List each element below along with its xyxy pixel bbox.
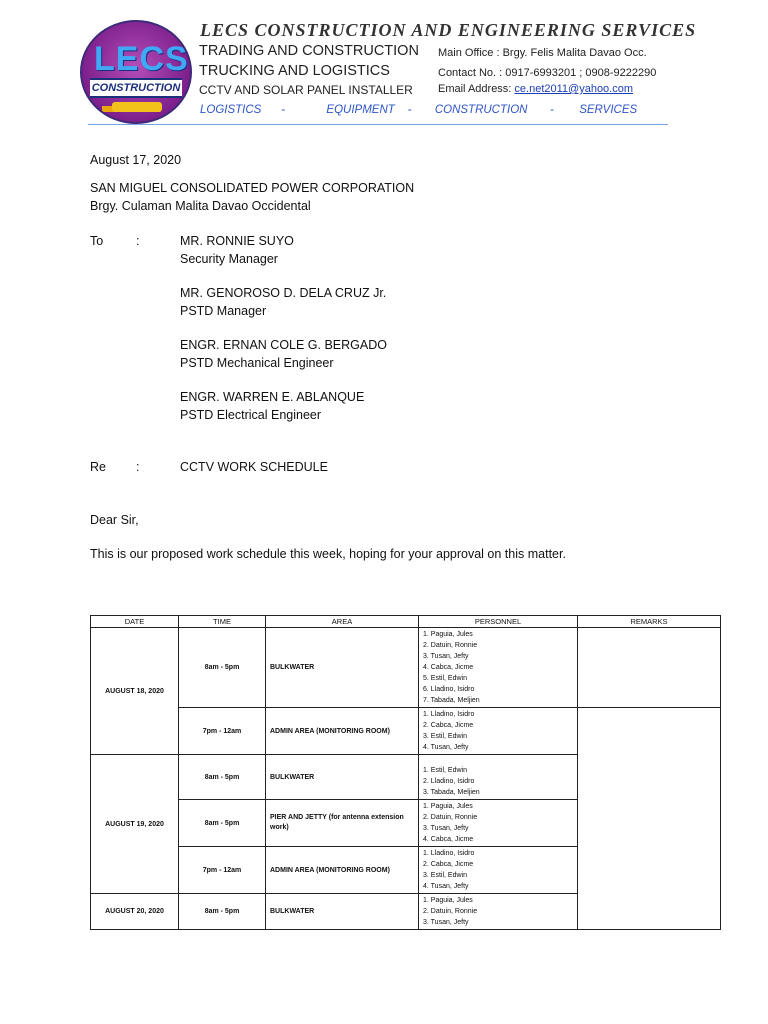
personnel-item: 4. Cabca, Jicme <box>423 664 474 671</box>
time-cell: 8am - 5pm <box>179 894 266 930</box>
personnel-item: 3. Estil, Edwin <box>423 733 467 740</box>
to-label: To <box>90 234 104 248</box>
personnel-item: 3. Tusan, Jefty <box>423 825 469 832</box>
header-area: AREA <box>266 616 419 628</box>
tagline-sep-3: - <box>550 104 554 116</box>
logo-excavator-shape <box>112 102 162 112</box>
personnel-item: 2. Datuin, Ronnie <box>423 814 478 821</box>
subject-line: CCTV WORK SCHEDULE <box>180 460 328 474</box>
to-colon: : <box>136 234 140 248</box>
personnel-item: 2. Lladino, Isidro <box>423 778 475 785</box>
company-logo <box>80 20 192 124</box>
recipient-address: Brgy. Culaman Malita Davao Occidental <box>90 199 311 213</box>
recipient-1-name: MR. RONNIE SUYO <box>180 234 294 248</box>
contact-number: Contact No. : 0917-6993201 ; 0908-9222290 <box>438 67 657 79</box>
personnel-cell <box>419 894 578 930</box>
tagline-equipment: EQUIPMENT <box>326 104 395 116</box>
salutation: Dear Sir, <box>90 513 139 527</box>
personnel-item: 2. Datuin, Ronnie <box>423 642 478 649</box>
tagline-construction: CONSTRUCTION <box>434 104 528 116</box>
email-label: Email Address: <box>438 83 515 95</box>
time-cell: 8am - 5pm <box>179 755 266 800</box>
email-line <box>438 83 633 95</box>
header-personnel: PERSONNEL <box>419 616 578 628</box>
personnel-cell <box>419 708 578 755</box>
tagline <box>200 104 637 116</box>
table-row <box>91 628 721 708</box>
recipient-company: SAN MIGUEL CONSOLIDATED POWER CORPORATION <box>90 181 415 195</box>
logo-band: CONSTRUCTION <box>90 78 182 98</box>
personnel-item: 2. Cabca, Jicme <box>423 722 474 729</box>
tagline-logistics: LOGISTICS <box>200 104 262 116</box>
time-cell: 8am - 5pm <box>179 628 266 708</box>
letter-date: August 17, 2020 <box>90 153 182 167</box>
area-cell: BULKWATER <box>266 628 419 708</box>
tagline-sep-2: - <box>407 104 412 116</box>
tagline-sep-1: - <box>281 104 286 116</box>
personnel-item: 3. Tusan, Jefty <box>423 653 469 660</box>
area-cell: PIER AND JETTY (for antenna extension work) <box>266 800 419 847</box>
recipient-3-title: PSTD Mechanical Engineer <box>180 356 334 370</box>
recipient-1-title: Security Manager <box>180 252 278 266</box>
company-name: LECS CONSTRUCTION AND ENGINEERING SERVICES <box>200 20 697 40</box>
remarks-cell <box>578 628 721 708</box>
personnel-cell <box>419 800 578 847</box>
re-colon: : <box>136 460 140 474</box>
recipient-4-title: PSTD Electrical Engineer <box>180 408 322 422</box>
recipient-2-name: MR. GENOROSO D. DELA CRUZ Jr. <box>180 286 387 300</box>
personnel-item: 1. Paguia, Jules <box>423 803 473 810</box>
personnel-item: 1. Estil, Edwin <box>423 767 467 774</box>
personnel-item: 4. Tusan, Jefty <box>423 744 469 751</box>
date-cell: AUGUST 20, 2020 <box>91 894 179 930</box>
header-remarks: REMARKS <box>578 616 721 628</box>
email-link[interactable]: ce.net2011@yahoo.com <box>514 83 634 95</box>
recipient-3-name: ENGR. ERNAN COLE G. BERGADO <box>180 338 387 352</box>
date-cell: AUGUST 19, 2020 <box>91 755 179 894</box>
header-date: DATE <box>91 616 179 628</box>
date-cell: AUGUST 18, 2020 <box>91 628 179 755</box>
personnel-item: 7. Tabada, Meljien <box>423 697 480 704</box>
personnel-item: 3. Tabada, Meljien <box>423 789 480 796</box>
recipient-4-name: ENGR. WARREN E. ABLANQUE <box>180 390 365 404</box>
personnel-cell <box>419 847 578 894</box>
personnel-item: 3. Estil, Edwin <box>423 872 467 879</box>
time-cell: 7pm - 12am <box>179 708 266 755</box>
re-label: Re <box>90 460 106 474</box>
personnel-item: 6. Lladino, Isidro <box>423 686 475 693</box>
personnel-item: 1. Paguia, Jules <box>423 897 473 904</box>
personnel-cell <box>419 628 578 708</box>
personnel-item: 2. Cabca, Jicme <box>423 861 474 868</box>
area-cell: ADMIN AREA (MONITORING ROOM) <box>266 708 419 755</box>
header-divider <box>88 124 668 125</box>
body-paragraph: This is our proposed work schedule this week, hoping for your approval on this matter. <box>90 547 566 561</box>
service-line-2: TRUCKING AND LOGISTICS <box>199 63 390 79</box>
personnel-item: 4. Cabca, Jicme <box>423 836 474 843</box>
table-row <box>91 708 721 755</box>
work-schedule-table <box>90 615 721 930</box>
personnel-item: 1. Lladino, Isidro <box>423 711 475 718</box>
header-time: TIME <box>179 616 266 628</box>
time-cell: 7pm - 12am <box>179 847 266 894</box>
time-cell: 8am - 5pm <box>179 800 266 847</box>
personnel-cell <box>419 755 578 800</box>
personnel-item: 1. Lladino, Isidro <box>423 850 475 857</box>
service-line-3: CCTV AND SOLAR PANEL INSTALLER <box>199 83 413 97</box>
area-cell: BULKWATER <box>266 755 419 800</box>
area-cell: BULKWATER <box>266 894 419 930</box>
main-office: Main Office : Brgy. Felis Malita Davao Occ. <box>438 47 647 59</box>
area-cell: ADMIN AREA (MONITORING ROOM) <box>266 847 419 894</box>
table-header-row <box>91 616 721 628</box>
personnel-item: 3. Tusan, Jefty <box>423 919 469 926</box>
personnel-item: 5. Estil, Edwin <box>423 675 467 682</box>
remarks-cell <box>578 708 721 930</box>
personnel-item: 2. Datuin, Ronnie <box>423 908 478 915</box>
personnel-item: 1. Paguia, Jules <box>423 631 473 638</box>
tagline-services: SERVICES <box>579 104 638 116</box>
recipient-2-title: PSTD Manager <box>180 304 267 318</box>
personnel-item: 4. Tusan, Jefty <box>423 883 469 890</box>
logo-letters: LECS <box>94 40 189 78</box>
service-line-1: TRADING AND CONSTRUCTION <box>199 43 419 59</box>
